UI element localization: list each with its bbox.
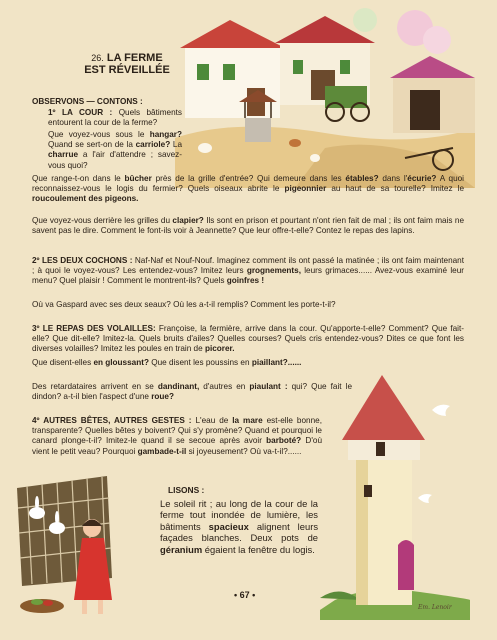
dovecote-tower-illustration [320, 370, 470, 620]
section-2-cochons: 2º LES DEUX COCHONS : Naf-Naf et Nouf-Nouf. Imaginez comment ils ont passé la matinée ; ils ont faim maintenant ; à quoi le voyez-vous? Les entendez-vous? Imitez leurs grognements, leurs grimaces...... Avez-vous examiné leur menu? Quel plaisir ! Comment le montrent-ils? Quels goinfres ! [32, 256, 465, 286]
section-1-intro: 1º LA COUR : Quels bâtiments entourent la cour de la ferme? [48, 108, 182, 128]
section-3-gloussant: Que disent-elles en gloussant? Que disent les poussins en piaillant?...... [32, 358, 302, 367]
lesson-title [72, 52, 182, 76]
lisons-heading: LISONS : [168, 485, 205, 495]
lesson-number: 26. [91, 53, 104, 63]
title-line-2: EST RÉVEILLÉE [84, 64, 170, 76]
farmyard-illustration [175, 8, 475, 188]
observons-heading: OBSERVONS — CONTONS : [32, 97, 143, 106]
section-1-hangar: Que voyez-vous sous le hangar? Quand se sert-on de la carriole? La charrue a l'air d'attendre ; savez-vous quoi? [48, 130, 182, 170]
page-number: • 67 • [234, 590, 256, 600]
section-1-buildings: Que range-t-on dans le bûcher près de la grille d'entrée? Qui demeure dans les étables? dans l'écurie? A quoi reconnaissez-vous le logis du fermier? Quels oiseaux abrite le pigeonnier au haut de sa tourelle? Imitez le roucoulement des pigeons. [32, 174, 465, 204]
section-3-volailles: 3º LE REPAS DES VOLAILLES: Françoise, la fermière, arrive dans la cour. Qu'apporte-t-elle? Comment? Que fait-elle? Que dit-elle? Imitez-la. Quels bruits d'ailes? Quelles courses? Quels cris entendez-vous? Dites ce que font les diverses volailles? Imitez les poules en train de picorer. [32, 324, 464, 354]
section-3-dindon: Des retardataires arrivent en se dandinant, d'autres en piaulant : qui? Que fait le dindon? a-t-il bien l'aspect d'une roue? [32, 382, 353, 402]
girl-rabbits-illustration [12, 468, 152, 618]
section-2-gaspard: Où va Gaspard avec ses deux seaux? Où les a-t-il remplis? Comment les porte-t-il? [32, 300, 336, 309]
section-4-betes: 4º AUTRES BÊTES, AUTRES GESTES : L'eau de la mare est-elle bonne, transparente? Quelles bêtes y boivent? Qui s'y promène? Quand et pourquoi le canard plonge-t-il? Imitez-le quand il se secoue après avoir barboté? D'où vient le petit veau? Pourquoi gambade-t-il si joyeusement? Où va-t-il?...... [32, 416, 322, 456]
title-line-1: LA FERME [106, 52, 163, 64]
artist-signature: Em. Lenoir [418, 604, 452, 611]
section-1-clapier: Que voyez-vous derrière les grilles du clapier? Ils sont en prison et pourtant n'ont rien fait de mal ; ils ont faim mais ne savent pas le dire. Comment le font-ils voir à Jeannette? Que leur offre-t-elle? Contez le repas des lapins. [32, 216, 464, 236]
lisons-text: Le soleil rit ; au long de la cour de la ferme tout inondée de lumière, les bâtiments spacieux alignent leurs façades blanches. Deux pots de géranium égaient la fenêtre du logis. [160, 498, 319, 555]
